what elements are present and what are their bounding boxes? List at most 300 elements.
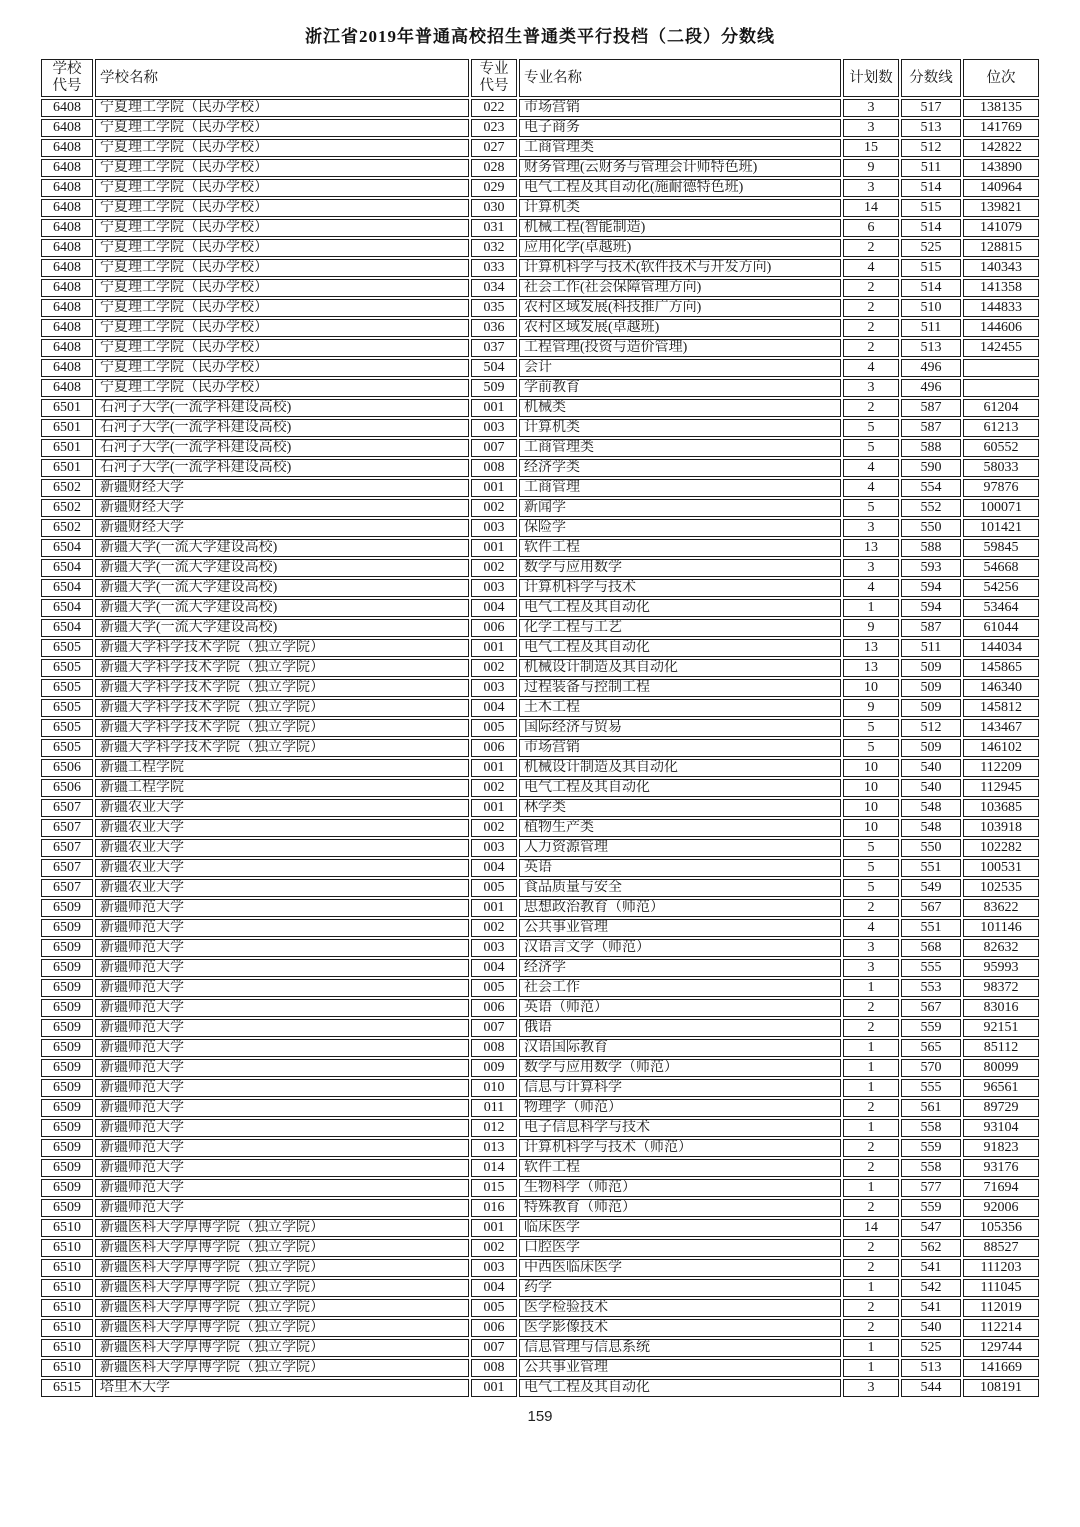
plan-count-cell: 3 (843, 99, 899, 117)
school-name-cell: 宁夏理工学院（民办学校） (95, 199, 469, 217)
score-line-cell: 547 (901, 1219, 961, 1237)
major-name-cell: 公共事业管理 (519, 1359, 841, 1377)
school-code-cell: 6505 (41, 659, 93, 677)
score-line-cell: 568 (901, 939, 961, 957)
rank-cell: 105356 (963, 1219, 1039, 1237)
school-name-cell: 新疆师范大学 (95, 899, 469, 917)
plan-count-cell: 10 (843, 819, 899, 837)
table-row (41, 1039, 1039, 1057)
score-line-cell: 511 (901, 159, 961, 177)
rank-cell: 60552 (963, 439, 1039, 457)
plan-count-cell: 2 (843, 999, 899, 1017)
header-rank: 位次 (963, 59, 1039, 97)
header-major-code: 专业代号 (471, 59, 517, 97)
rank-cell: 112214 (963, 1319, 1039, 1337)
rank-cell: 82632 (963, 939, 1039, 957)
table-row (41, 1279, 1039, 1297)
major-name-cell: 口腔医学 (519, 1239, 841, 1257)
plan-count-cell: 2 (843, 1319, 899, 1337)
score-line-cell: 551 (901, 919, 961, 937)
table-row (41, 1099, 1039, 1117)
major-code-cell: 002 (471, 779, 517, 797)
major-name-cell: 电气工程及其自动化 (519, 639, 841, 657)
plan-count-cell: 14 (843, 199, 899, 217)
major-name-cell: 数学与应用数学 (519, 559, 841, 577)
page-title: 浙江省2019年普通高校招生普通类平行投档（二段）分数线 (305, 27, 775, 46)
major-name-cell: 英语（师范） (519, 999, 841, 1017)
school-name-cell: 新疆大学科学技术学院（独立学院） (95, 639, 469, 657)
plan-count-cell: 3 (843, 179, 899, 197)
rank-cell: 112945 (963, 779, 1039, 797)
rank-cell: 98372 (963, 979, 1039, 997)
rank-cell: 61213 (963, 419, 1039, 437)
school-code-cell: 6505 (41, 699, 93, 717)
school-code-cell: 6501 (41, 459, 93, 477)
major-code-cell: 504 (471, 359, 517, 377)
score-line-cell: 590 (901, 459, 961, 477)
score-line-cell: 555 (901, 959, 961, 977)
table-row (41, 199, 1039, 217)
score-line-cell: 555 (901, 1079, 961, 1097)
rank-cell: 102535 (963, 879, 1039, 897)
school-name-cell: 新疆医科大学厚博学院（独立学院） (95, 1219, 469, 1237)
major-name-cell: 汉语国际教育 (519, 1039, 841, 1057)
table-row (41, 439, 1039, 457)
score-line-cell: 514 (901, 279, 961, 297)
table-row (41, 619, 1039, 637)
school-code-cell: 6504 (41, 619, 93, 637)
plan-count-cell: 3 (843, 939, 899, 957)
rank-cell: 61204 (963, 399, 1039, 417)
plan-count-cell: 2 (843, 1099, 899, 1117)
score-line-cell: 511 (901, 639, 961, 657)
major-code-cell: 016 (471, 1199, 517, 1217)
major-code-cell: 002 (471, 659, 517, 677)
school-code-cell: 6509 (41, 1019, 93, 1037)
table-row (41, 379, 1039, 397)
major-name-cell: 计算机科学与技术(软件技术与开发方向) (519, 259, 841, 277)
rank-cell: 71694 (963, 1179, 1039, 1197)
school-name-cell: 宁夏理工学院（民办学校） (95, 119, 469, 137)
major-name-cell: 中西医临床医学 (519, 1259, 841, 1277)
school-code-cell: 6507 (41, 839, 93, 857)
score-line-cell: 510 (901, 299, 961, 317)
score-line-cell: 559 (901, 1199, 961, 1217)
school-name-cell: 新疆医科大学厚博学院（独立学院） (95, 1339, 469, 1357)
major-name-cell: 植物生产类 (519, 819, 841, 837)
plan-count-cell: 10 (843, 799, 899, 817)
table-row (41, 1119, 1039, 1137)
major-name-cell: 物理学（师范） (519, 1099, 841, 1117)
table-row (41, 659, 1039, 677)
school-code-cell: 6509 (41, 1199, 93, 1217)
school-name-cell: 新疆师范大学 (95, 999, 469, 1017)
score-line-cell: 517 (901, 99, 961, 117)
score-line-cell: 587 (901, 419, 961, 437)
plan-count-cell: 3 (843, 119, 899, 137)
major-code-cell: 029 (471, 179, 517, 197)
school-name-cell: 新疆大学科学技术学院（独立学院） (95, 739, 469, 757)
major-code-cell: 006 (471, 739, 517, 757)
table-body (41, 99, 1039, 1397)
major-name-cell: 人力资源管理 (519, 839, 841, 857)
plan-count-cell: 10 (843, 759, 899, 777)
major-name-cell: 英语 (519, 859, 841, 877)
major-code-cell: 006 (471, 619, 517, 637)
major-code-cell: 003 (471, 1259, 517, 1277)
major-code-cell: 023 (471, 119, 517, 137)
plan-count-cell: 1 (843, 1179, 899, 1197)
score-line-cell: 511 (901, 319, 961, 337)
table-row (41, 499, 1039, 517)
major-code-cell: 004 (471, 699, 517, 717)
plan-count-cell: 3 (843, 1379, 899, 1397)
table-row (41, 1219, 1039, 1237)
major-code-cell: 034 (471, 279, 517, 297)
school-code-cell: 6502 (41, 499, 93, 517)
rank-cell: 88527 (963, 1239, 1039, 1257)
plan-count-cell: 1 (843, 1119, 899, 1137)
school-name-cell: 宁夏理工学院（民办学校） (95, 139, 469, 157)
score-line-cell: 552 (901, 499, 961, 517)
plan-count-cell: 2 (843, 1159, 899, 1177)
rank-cell: 53464 (963, 599, 1039, 617)
major-name-cell: 软件工程 (519, 539, 841, 557)
score-line-cell: 544 (901, 1379, 961, 1397)
table-row (41, 759, 1039, 777)
school-name-cell: 新疆师范大学 (95, 1179, 469, 1197)
score-line-cell: 540 (901, 779, 961, 797)
school-code-cell: 6510 (41, 1279, 93, 1297)
school-name-cell: 宁夏理工学院（民办学校） (95, 219, 469, 237)
table-row (41, 599, 1039, 617)
plan-count-cell: 3 (843, 519, 899, 537)
rank-cell: 95993 (963, 959, 1039, 977)
rank-cell (963, 379, 1039, 397)
school-code-cell: 6509 (41, 979, 93, 997)
major-name-cell: 工商管理 (519, 479, 841, 497)
plan-count-cell: 5 (843, 419, 899, 437)
score-line-cell: 548 (901, 819, 961, 837)
school-code-cell: 6509 (41, 939, 93, 957)
school-name-cell: 石河子大学(一流学科建设高校) (95, 459, 469, 477)
plan-count-cell: 9 (843, 699, 899, 717)
major-name-cell: 经济学类 (519, 459, 841, 477)
major-name-cell: 电气工程及其自动化 (519, 779, 841, 797)
table-row (41, 679, 1039, 697)
school-code-cell: 6510 (41, 1299, 93, 1317)
major-code-cell: 002 (471, 819, 517, 837)
major-code-cell: 010 (471, 1079, 517, 1097)
school-code-cell: 6506 (41, 759, 93, 777)
major-name-cell: 机械类 (519, 399, 841, 417)
rank-cell: 145812 (963, 699, 1039, 717)
school-name-cell: 新疆师范大学 (95, 939, 469, 957)
school-code-cell: 6505 (41, 739, 93, 757)
school-code-cell: 6507 (41, 819, 93, 837)
major-name-cell: 机械设计制造及其自动化 (519, 759, 841, 777)
plan-count-cell: 1 (843, 599, 899, 617)
rank-cell: 85112 (963, 1039, 1039, 1057)
score-line-cell: 509 (901, 659, 961, 677)
rank-cell: 144034 (963, 639, 1039, 657)
score-line-cell: 567 (901, 999, 961, 1017)
school-code-cell: 6408 (41, 139, 93, 157)
table-row (41, 299, 1039, 317)
major-name-cell: 财务管理(云财务与管理会计师特色班) (519, 159, 841, 177)
table-row (41, 819, 1039, 837)
major-code-cell: 001 (471, 899, 517, 917)
major-code-cell: 007 (471, 1339, 517, 1357)
major-code-cell: 008 (471, 1039, 517, 1057)
school-name-cell: 新疆工程学院 (95, 759, 469, 777)
plan-count-cell: 2 (843, 339, 899, 357)
plan-count-cell: 2 (843, 1019, 899, 1037)
plan-count-cell: 4 (843, 919, 899, 937)
rank-cell: 97876 (963, 479, 1039, 497)
score-line-cell: 562 (901, 1239, 961, 1257)
score-line-cell: 509 (901, 679, 961, 697)
major-code-cell: 002 (471, 559, 517, 577)
school-code-cell: 6408 (41, 359, 93, 377)
school-code-cell: 6509 (41, 1059, 93, 1077)
school-name-cell: 宁夏理工学院（民办学校） (95, 379, 469, 397)
school-name-cell: 宁夏理工学院（民办学校） (95, 319, 469, 337)
school-code-cell: 6509 (41, 1039, 93, 1057)
rank-cell: 141358 (963, 279, 1039, 297)
school-code-cell: 6509 (41, 1179, 93, 1197)
plan-count-cell: 3 (843, 379, 899, 397)
plan-count-cell: 4 (843, 479, 899, 497)
major-name-cell: 特殊教育（师范） (519, 1199, 841, 1217)
major-name-cell: 电子商务 (519, 119, 841, 137)
school-code-cell: 6501 (41, 439, 93, 457)
table-row (41, 419, 1039, 437)
table-row (41, 939, 1039, 957)
school-name-cell: 塔里木大学 (95, 1379, 469, 1397)
plan-count-cell: 15 (843, 139, 899, 157)
school-code-cell: 6408 (41, 379, 93, 397)
school-code-cell: 6505 (41, 679, 93, 697)
plan-count-cell: 5 (843, 719, 899, 737)
major-code-cell: 003 (471, 939, 517, 957)
major-name-cell: 机械工程(智能制造) (519, 219, 841, 237)
major-code-cell: 012 (471, 1119, 517, 1137)
plan-count-cell: 2 (843, 239, 899, 257)
major-name-cell: 食品质量与安全 (519, 879, 841, 897)
school-code-cell: 6408 (41, 159, 93, 177)
rank-cell: 142822 (963, 139, 1039, 157)
table-row (41, 1339, 1039, 1357)
plan-count-cell: 14 (843, 1219, 899, 1237)
rank-cell: 112209 (963, 759, 1039, 777)
rank-cell: 141669 (963, 1359, 1039, 1377)
rank-cell: 142455 (963, 339, 1039, 357)
school-name-cell: 宁夏理工学院（民办学校） (95, 279, 469, 297)
rank-cell: 83016 (963, 999, 1039, 1017)
major-code-cell: 509 (471, 379, 517, 397)
rank-cell (963, 359, 1039, 377)
plan-count-cell: 5 (843, 499, 899, 517)
score-line-cell: 515 (901, 199, 961, 217)
school-name-cell: 新疆大学科学技术学院（独立学院） (95, 679, 469, 697)
school-name-cell: 新疆农业大学 (95, 859, 469, 877)
school-code-cell: 6509 (41, 1099, 93, 1117)
school-code-cell: 6509 (41, 1119, 93, 1137)
school-name-cell: 新疆师范大学 (95, 919, 469, 937)
school-code-cell: 6509 (41, 899, 93, 917)
major-name-cell: 国际经济与贸易 (519, 719, 841, 737)
rank-cell: 138135 (963, 99, 1039, 117)
table-row (41, 479, 1039, 497)
school-code-cell: 6510 (41, 1319, 93, 1337)
major-code-cell: 001 (471, 539, 517, 557)
plan-count-cell: 1 (843, 1339, 899, 1357)
major-name-cell: 土木工程 (519, 699, 841, 717)
rank-cell: 140343 (963, 259, 1039, 277)
score-line-cell: 588 (901, 439, 961, 457)
school-name-cell: 新疆工程学院 (95, 779, 469, 797)
score-line-cell: 559 (901, 1139, 961, 1157)
school-code-cell: 6507 (41, 859, 93, 877)
school-name-cell: 石河子大学(一流学科建设高校) (95, 439, 469, 457)
school-name-cell: 新疆师范大学 (95, 1199, 469, 1217)
rank-cell: 143890 (963, 159, 1039, 177)
table-row (41, 339, 1039, 357)
school-name-cell: 新疆师范大学 (95, 1019, 469, 1037)
table-row (41, 879, 1039, 897)
major-code-cell: 006 (471, 1319, 517, 1337)
school-code-cell: 6408 (41, 199, 93, 217)
major-code-cell: 003 (471, 519, 517, 537)
rank-cell: 144833 (963, 299, 1039, 317)
major-name-cell: 电气工程及其自动化 (519, 1379, 841, 1397)
table-row (41, 459, 1039, 477)
school-name-cell: 新疆医科大学厚博学院（独立学院） (95, 1299, 469, 1317)
school-name-cell: 新疆师范大学 (95, 1099, 469, 1117)
major-name-cell: 思想政治教育（师范） (519, 899, 841, 917)
plan-count-cell: 5 (843, 839, 899, 857)
table-header (41, 59, 1039, 97)
major-name-cell: 新闻学 (519, 499, 841, 517)
major-code-cell: 002 (471, 919, 517, 937)
school-code-cell: 6510 (41, 1339, 93, 1357)
major-code-cell: 005 (471, 879, 517, 897)
major-code-cell: 008 (471, 459, 517, 477)
major-code-cell: 032 (471, 239, 517, 257)
rank-cell: 89729 (963, 1099, 1039, 1117)
major-code-cell: 004 (471, 599, 517, 617)
score-line-cell: 588 (901, 539, 961, 557)
plan-count-cell: 1 (843, 979, 899, 997)
table-row (41, 839, 1039, 857)
plan-count-cell: 10 (843, 779, 899, 797)
major-code-cell: 005 (471, 719, 517, 737)
major-code-cell: 036 (471, 319, 517, 337)
rank-cell: 103685 (963, 799, 1039, 817)
school-name-cell: 新疆大学科学技术学院（独立学院） (95, 659, 469, 677)
score-line-cell: 594 (901, 599, 961, 617)
plan-count-cell: 1 (843, 1059, 899, 1077)
school-name-cell: 新疆大学科学技术学院（独立学院） (95, 719, 469, 737)
school-name-cell: 新疆师范大学 (95, 1159, 469, 1177)
table-row (41, 979, 1039, 997)
major-code-cell: 011 (471, 1099, 517, 1117)
major-code-cell: 031 (471, 219, 517, 237)
major-code-cell: 007 (471, 439, 517, 457)
plan-count-cell: 5 (843, 859, 899, 877)
rank-cell: 54256 (963, 579, 1039, 597)
rank-cell: 111045 (963, 1279, 1039, 1297)
major-name-cell: 医学检验技术 (519, 1299, 841, 1317)
school-name-cell: 新疆大学(一流大学建设高校) (95, 599, 469, 617)
rank-cell: 129744 (963, 1339, 1039, 1357)
table-row (41, 1079, 1039, 1097)
score-line-cell: 512 (901, 719, 961, 737)
school-name-cell: 新疆财经大学 (95, 479, 469, 497)
major-name-cell: 市场营销 (519, 739, 841, 757)
school-name-cell: 新疆师范大学 (95, 979, 469, 997)
school-code-cell: 6504 (41, 599, 93, 617)
score-line-cell: 541 (901, 1259, 961, 1277)
rank-cell: 111203 (963, 1259, 1039, 1277)
plan-count-cell: 2 (843, 279, 899, 297)
major-name-cell: 农村区域发展(科技推广方向) (519, 299, 841, 317)
school-name-cell: 新疆师范大学 (95, 1139, 469, 1157)
school-code-cell: 6501 (41, 399, 93, 417)
school-code-cell: 6502 (41, 479, 93, 497)
score-line-cell: 551 (901, 859, 961, 877)
major-name-cell: 计算机科学与技术（师范） (519, 1139, 841, 1157)
major-code-cell: 002 (471, 499, 517, 517)
plan-count-cell: 2 (843, 1139, 899, 1157)
table-row (41, 219, 1039, 237)
plan-count-cell: 2 (843, 399, 899, 417)
table-row (41, 119, 1039, 137)
score-line-cell: 496 (901, 379, 961, 397)
school-code-cell: 6510 (41, 1259, 93, 1277)
table-row (41, 279, 1039, 297)
major-code-cell: 005 (471, 1299, 517, 1317)
school-code-cell: 6408 (41, 339, 93, 357)
plan-count-cell: 2 (843, 1199, 899, 1217)
rank-cell: 146340 (963, 679, 1039, 697)
school-code-cell: 6408 (41, 219, 93, 237)
table-row (41, 179, 1039, 197)
plan-count-cell: 2 (843, 1239, 899, 1257)
table-row (41, 1019, 1039, 1037)
major-code-cell: 015 (471, 1179, 517, 1197)
plan-count-cell: 2 (843, 319, 899, 337)
school-code-cell: 6504 (41, 559, 93, 577)
plan-count-cell: 9 (843, 619, 899, 637)
school-name-cell: 新疆农业大学 (95, 799, 469, 817)
major-name-cell: 林学类 (519, 799, 841, 817)
major-name-cell: 信息管理与信息系统 (519, 1339, 841, 1357)
table-row (41, 539, 1039, 557)
major-code-cell: 001 (471, 479, 517, 497)
rank-cell: 128815 (963, 239, 1039, 257)
table-row (41, 919, 1039, 937)
school-name-cell: 新疆大学(一流大学建设高校) (95, 559, 469, 577)
major-name-cell: 机械设计制造及其自动化 (519, 659, 841, 677)
school-code-cell: 6515 (41, 1379, 93, 1397)
major-name-cell: 生物科学（师范） (519, 1179, 841, 1197)
school-code-cell: 6408 (41, 259, 93, 277)
school-code-cell: 6504 (41, 539, 93, 557)
major-name-cell: 汉语言文学（师范） (519, 939, 841, 957)
major-name-cell: 保险学 (519, 519, 841, 537)
